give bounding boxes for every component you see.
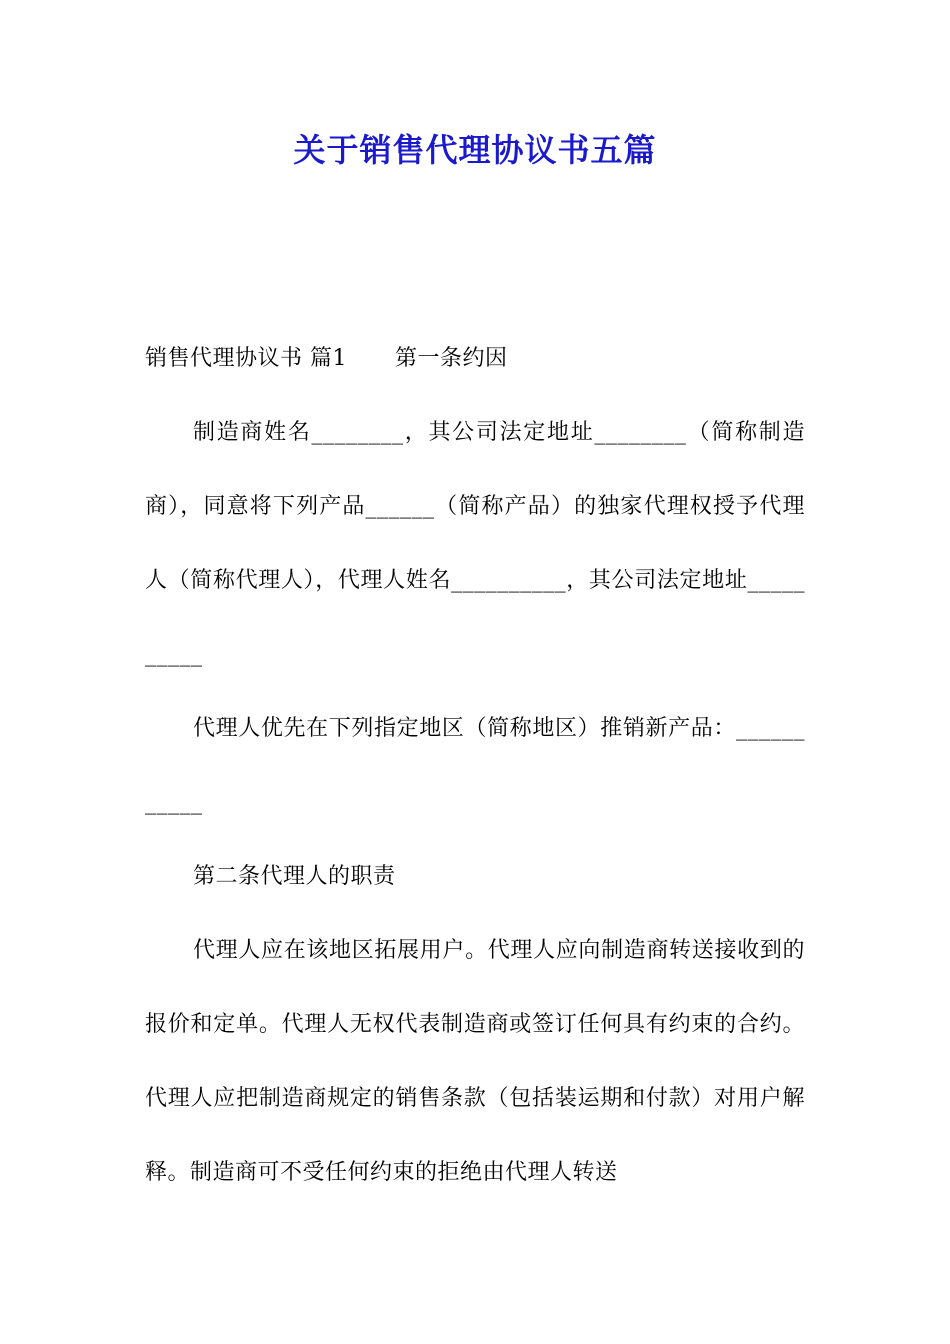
paragraph-parties: 制造商姓名________，其公司法定地址________（简称制造商），同意将下列产品______（简称产品）的独家代理权授予代理人（简称代理人），代理人姓名__________，其公司法定地址__________: [145, 420, 805, 667]
article-1-heading: 第一条约因: [395, 346, 508, 371]
section-heading-line: [145, 322, 805, 396]
paragraph-agent-duties: 代理人应在该地区拓展用户。代理人应向制造商转送接收到的报价和定单。代理人无权代表制造商或签订任何具有约束的合约。代理人应把制造商规定的销售条款（包括装运期和付款）对用户解释。制造商可不受任何约束的拒绝由代理人转送: [145, 938, 805, 1185]
paragraph-territory: 代理人优先在下列指定地区（简称地区）推销新产品：___________: [145, 716, 805, 815]
section-label: 销售代理协议书 篇1: [145, 346, 347, 371]
document-body: [145, 322, 805, 1210]
article-2-heading: 第二条代理人的职责: [193, 864, 396, 889]
document-title: 关于销售代理协议书五篇: [293, 131, 657, 169]
